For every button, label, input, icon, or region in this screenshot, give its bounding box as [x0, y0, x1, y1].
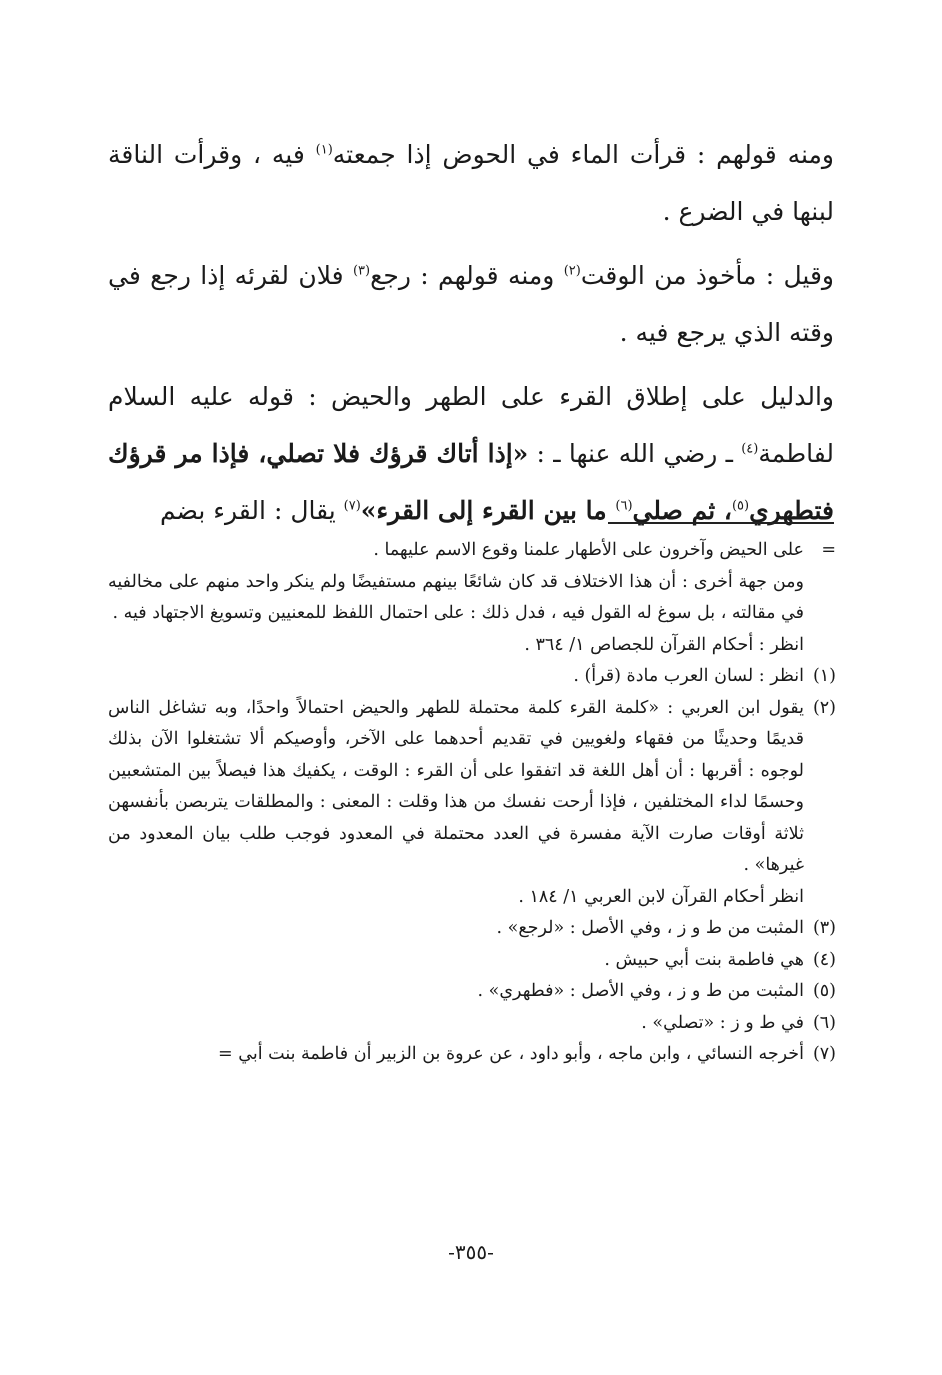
footnote-line: أخرجه النسائي ، وابن ماجه ، وأبو داود ، عن عروة بن الزبير أن فاطمة بنت أبي =: [218, 1044, 804, 1064]
footnote-line: انظر : أحكام القرآن للجصاص ١/ ٣٦٤ .: [524, 634, 804, 655]
footnote-body: [108, 693, 804, 914]
footnote-marker: (٧): [812, 1044, 836, 1064]
footnote-ref-5: (٥): [731, 498, 750, 514]
page-number: -٣٥٥-: [448, 1240, 494, 1264]
footnote-line: المثبت من ط و ز ، وفي الأصل : «فطهري» .: [477, 981, 804, 1001]
text: فيه ، وقرأت الناقة لبنها في الضرع .: [108, 140, 834, 226]
text: ومنه قولهم : قرأت الماء في الحوض إذا جمعته: [332, 140, 834, 169]
footnote-marker: (٢): [812, 697, 836, 718]
text: ـ رضي الله عنها ـ :: [528, 439, 742, 468]
text: فلان لقرئه إذا رجع في وقته الذي يرجع فيه .: [108, 261, 834, 347]
footnote-2: [108, 693, 836, 914]
footnotes: [108, 535, 836, 1071]
hadith-quote: ، ثم صلي: [632, 496, 732, 525]
footnote-line: المثبت من ط و ز ، وفي الأصل : «لرجع» .: [496, 918, 804, 938]
footnote-line: على الحيض وآخرون على الأطهار علمنا وقوع الاسم عليهما .: [373, 540, 804, 560]
footnote-line: انظر أحكام القرآن لابن العربي ١/ ١٨٤ .: [518, 886, 804, 907]
footnote-line: في ط و ز : «تصلي» .: [641, 1012, 804, 1033]
footnote-marker: (٤): [812, 949, 836, 970]
footnote-5: [108, 976, 836, 1008]
text: يقال : القرء بضم: [160, 496, 344, 525]
footnote-continued: [108, 535, 836, 661]
footnote-3: [108, 913, 836, 945]
footnote-body: [108, 945, 804, 977]
footnote-ref-4: (٤): [741, 441, 759, 457]
text: والدليل على إطلاق القرء على الطهر والحيض : قوله عليه السلام لفاطمة: [108, 382, 834, 468]
footnote-marker: (٦): [812, 1012, 836, 1033]
footnote-body: [108, 976, 804, 1008]
footnote-6: [108, 1008, 836, 1040]
paragraph-2: [108, 247, 834, 361]
footnote-body: [108, 1008, 804, 1040]
footnote-body: [108, 661, 804, 693]
footnote-1: [108, 661, 836, 693]
hadith-quote: «إذا أتاك قرؤك فلا تصلي، فإذا مر قرؤك فتطهري: [108, 439, 834, 525]
footnote-body: [108, 535, 804, 661]
footnote-ref-3: (٣): [352, 263, 371, 279]
footnote-7: [108, 1039, 836, 1071]
footnote-body: [108, 1039, 804, 1071]
footnote-line: ومن جهة أخرى : أن هذا الاختلاف قد كان شائعًا بينهم مستفيضًا ولم ينكر واحد منهم على مخالفيه في مقالته ، بل سوغ له القول فيه ، فدل ذلك : على احتمال اللفظ للمعنيين وتسويغ الاجتهاد فيه .: [108, 571, 804, 623]
footnote-ref-6: (٦): [615, 498, 633, 514]
footnote-line: هي فاطمة بنت أبي حبيش .: [604, 949, 804, 970]
text: ومنه قولهم : رجع: [370, 261, 564, 290]
footnote-body: [108, 913, 804, 945]
text: وقيل : مأخوذ من الوقت: [580, 261, 834, 290]
main-text: [108, 126, 834, 546]
footnote-marker: (٥): [812, 981, 836, 1001]
footnote-line: انظر : لسان العرب مادة (قرأ) .: [573, 666, 804, 686]
footnote-marker: =: [821, 540, 836, 560]
paragraph-3: [108, 368, 834, 539]
footnote-ref-2: (٢): [563, 263, 581, 279]
paragraph-1: [108, 126, 834, 240]
footnote-4: [108, 945, 836, 977]
footnote-ref-7: (٧): [343, 498, 361, 514]
footnote-marker: (٣): [812, 918, 836, 938]
hadith-quote: ما بين القرء إلى القرء»: [360, 496, 616, 525]
footnote-line: يقول ابن العربي : «كلمة القرء كلمة محتملة للطهر والحيض احتمالاً واحدًا، وبه تشاغل الناس قديمًا وحديثًا من فقهاء ولغويين في تقديم أحدهما على الآخر، وأوصيكم ألا تشتغلوا الآن بذلك لوجوه : أقربها : أن أهل اللغة قد اتفقوا على أن القرء : الوقت ، يكفيك هذا فيصلاً بين المتشعبين وحسمًا لداء المختلفين ، فإذا أرحت نفسك من هذا وقلت : المعنى : والمطلقات يتربصن بأنفسهن ثلاثة أوقات صارت الآية مفسرة في العدد محتملة في المعدود فوجب طلب بيان المعدود من غيرها» .: [108, 697, 804, 875]
footnote-ref-1: (١): [315, 142, 333, 158]
footnote-separator: [608, 522, 834, 524]
footnote-marker: (١): [812, 666, 836, 686]
